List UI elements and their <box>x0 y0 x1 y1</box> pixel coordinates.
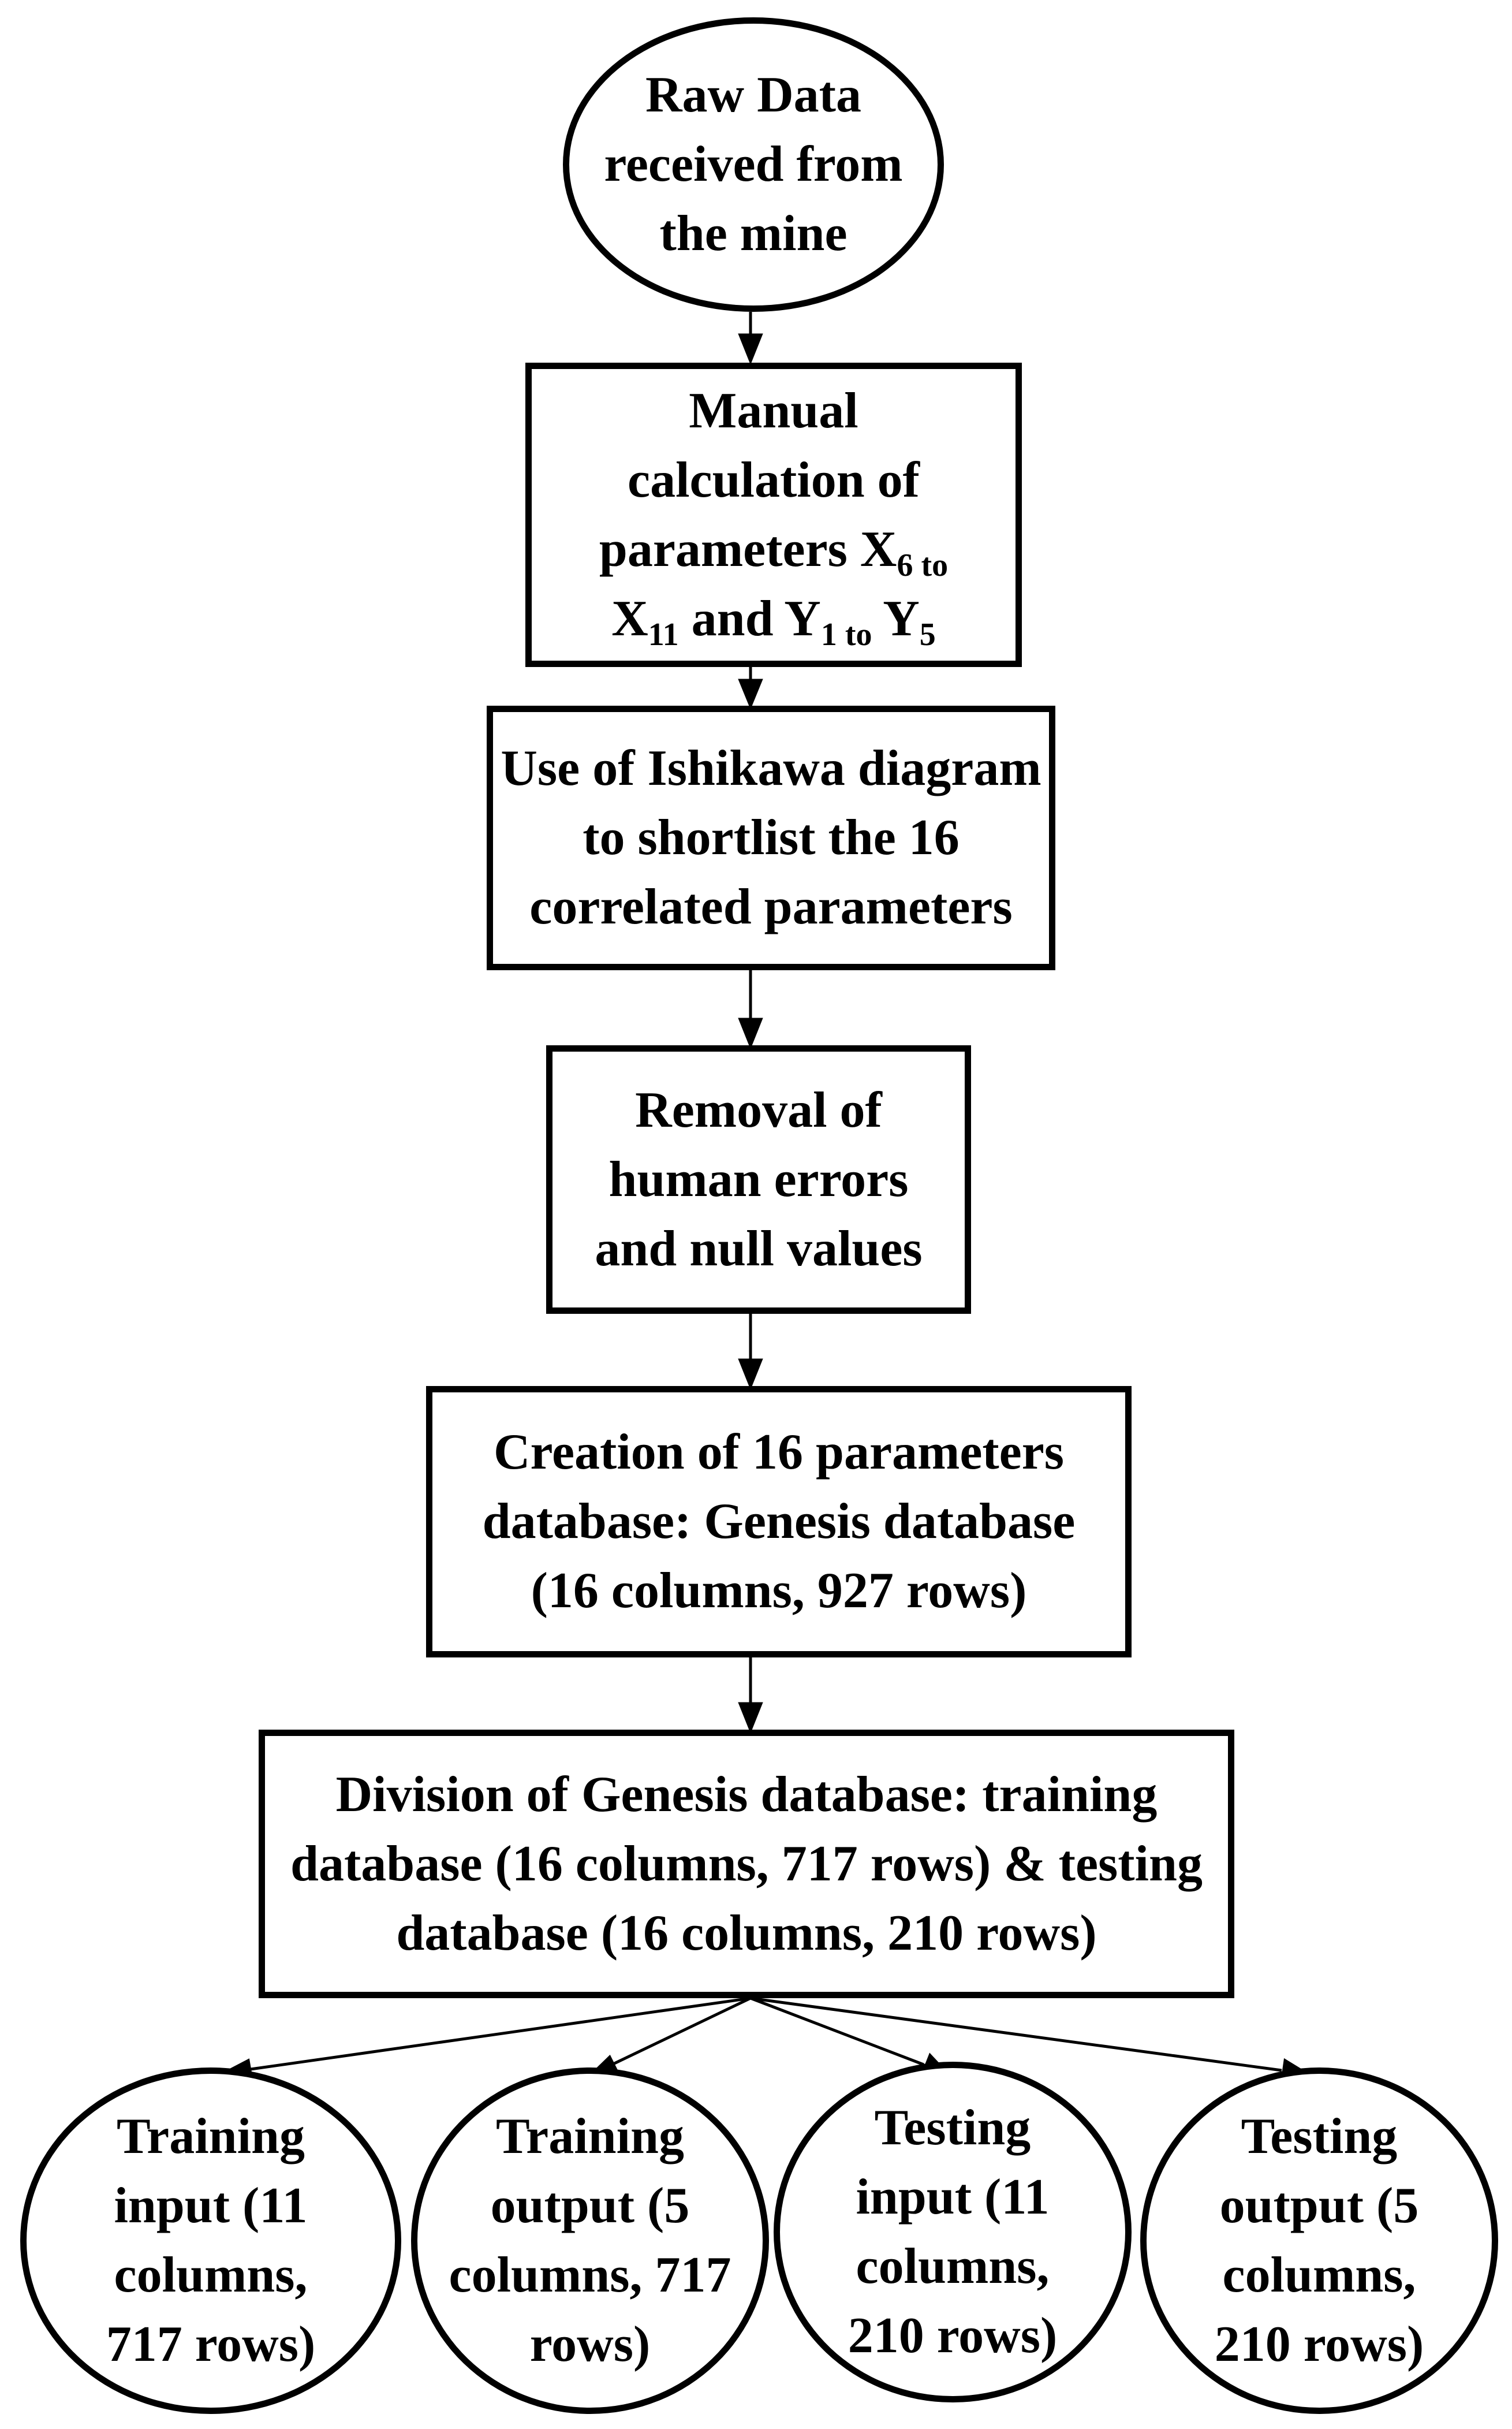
manual-line-3-subscript: 6 to <box>897 547 949 583</box>
division-line-1: Division of Genesis database: training <box>335 1766 1158 1823</box>
testing-input-line-3: columns, <box>856 2238 1050 2294</box>
removal-line-3: and null values <box>595 1220 923 1277</box>
training-output-line-3: columns, 717 <box>449 2247 731 2303</box>
training-input-line-1: Training <box>116 2108 305 2165</box>
raw-data-line-3: the mine <box>659 206 848 262</box>
manual-line-4-x: X <box>611 590 648 647</box>
training-input-line-2: input (11 <box>114 2178 308 2234</box>
training-input-line-4: 717 rows) <box>106 2316 316 2372</box>
raw-data-node <box>563 17 944 312</box>
manual-line-2: calculation of <box>628 452 920 508</box>
testing-output-node <box>1140 2067 1498 2414</box>
training-output-node <box>411 2067 769 2414</box>
training-output-line-2: output (5 <box>490 2178 690 2234</box>
testing-input-line-1: Testing <box>874 2100 1031 2156</box>
manual-line-4-sub-1to: 1 to <box>820 616 872 653</box>
testing-output-line-2: output (5 <box>1219 2178 1419 2234</box>
ishikawa-line-2: to shortlist the 16 <box>583 810 960 866</box>
ishikawa-node <box>487 706 1055 970</box>
manual-calculation-node <box>525 363 1022 667</box>
training-input-line-3: columns, <box>114 2247 308 2303</box>
arrowhead-ishikawa-to-removal <box>740 1019 761 1045</box>
testing-input-node <box>774 2062 1132 2402</box>
testing-input-line-4: 210 rows) <box>848 2308 1058 2364</box>
training-output-line-1: Training <box>495 2108 684 2165</box>
manual-line-4 <box>599 584 948 654</box>
testing-output-line-1: Testing <box>1241 2108 1398 2165</box>
creation-line-1: Creation of 16 parameters <box>493 1424 1065 1480</box>
removal-node <box>546 1045 971 1314</box>
testing-output-line-4: 210 rows) <box>1214 2316 1424 2372</box>
removal-line-1: Removal of <box>635 1082 882 1138</box>
arrowhead-creation-to-division <box>740 1704 761 1730</box>
manual-line-1: Manual <box>689 382 858 439</box>
testing-output-line-3: columns, <box>1222 2247 1416 2303</box>
testing-input-line-2: input (11 <box>856 2169 1050 2225</box>
removal-line-2: human errors <box>608 1151 909 1208</box>
manual-line-4-sub-11: 11 <box>648 616 679 653</box>
raw-data-line-2: received from <box>604 136 903 192</box>
raw-data-line-1: Raw Data <box>645 67 861 123</box>
arrowhead-removal-to-creation <box>740 1360 761 1386</box>
ishikawa-line-3: correlated parameters <box>529 879 1013 935</box>
manual-line-4-y: Y <box>872 590 920 647</box>
arrow-division-to-testing-input <box>751 1998 924 2065</box>
creation-line-3: (16 columns, 927 rows) <box>531 1563 1027 1619</box>
division-line-2: database (16 columns, 717 rows) & testing <box>290 1835 1203 1892</box>
division-line-3: database (16 columns, 210 rows) <box>396 1905 1097 1961</box>
training-input-node <box>20 2067 401 2414</box>
manual-line-3 <box>599 515 948 584</box>
manual-line-4-sub-5: 5 <box>919 616 936 653</box>
manual-line-4-and-y: and Y <box>678 590 821 647</box>
division-node <box>259 1730 1234 1998</box>
arrowhead-manual-to-ishikawa <box>740 680 761 706</box>
arrowhead-raw-to-manual <box>740 335 761 361</box>
creation-line-2: database: Genesis database <box>482 1493 1076 1549</box>
manual-line-3-text: parameters X <box>599 521 897 578</box>
creation-node <box>426 1386 1132 1657</box>
arrow-division-to-testing-output <box>751 1998 1282 2070</box>
ishikawa-line-1: Use of Ishikawa diagram <box>501 740 1041 796</box>
training-output-line-4: rows) <box>529 2316 651 2372</box>
